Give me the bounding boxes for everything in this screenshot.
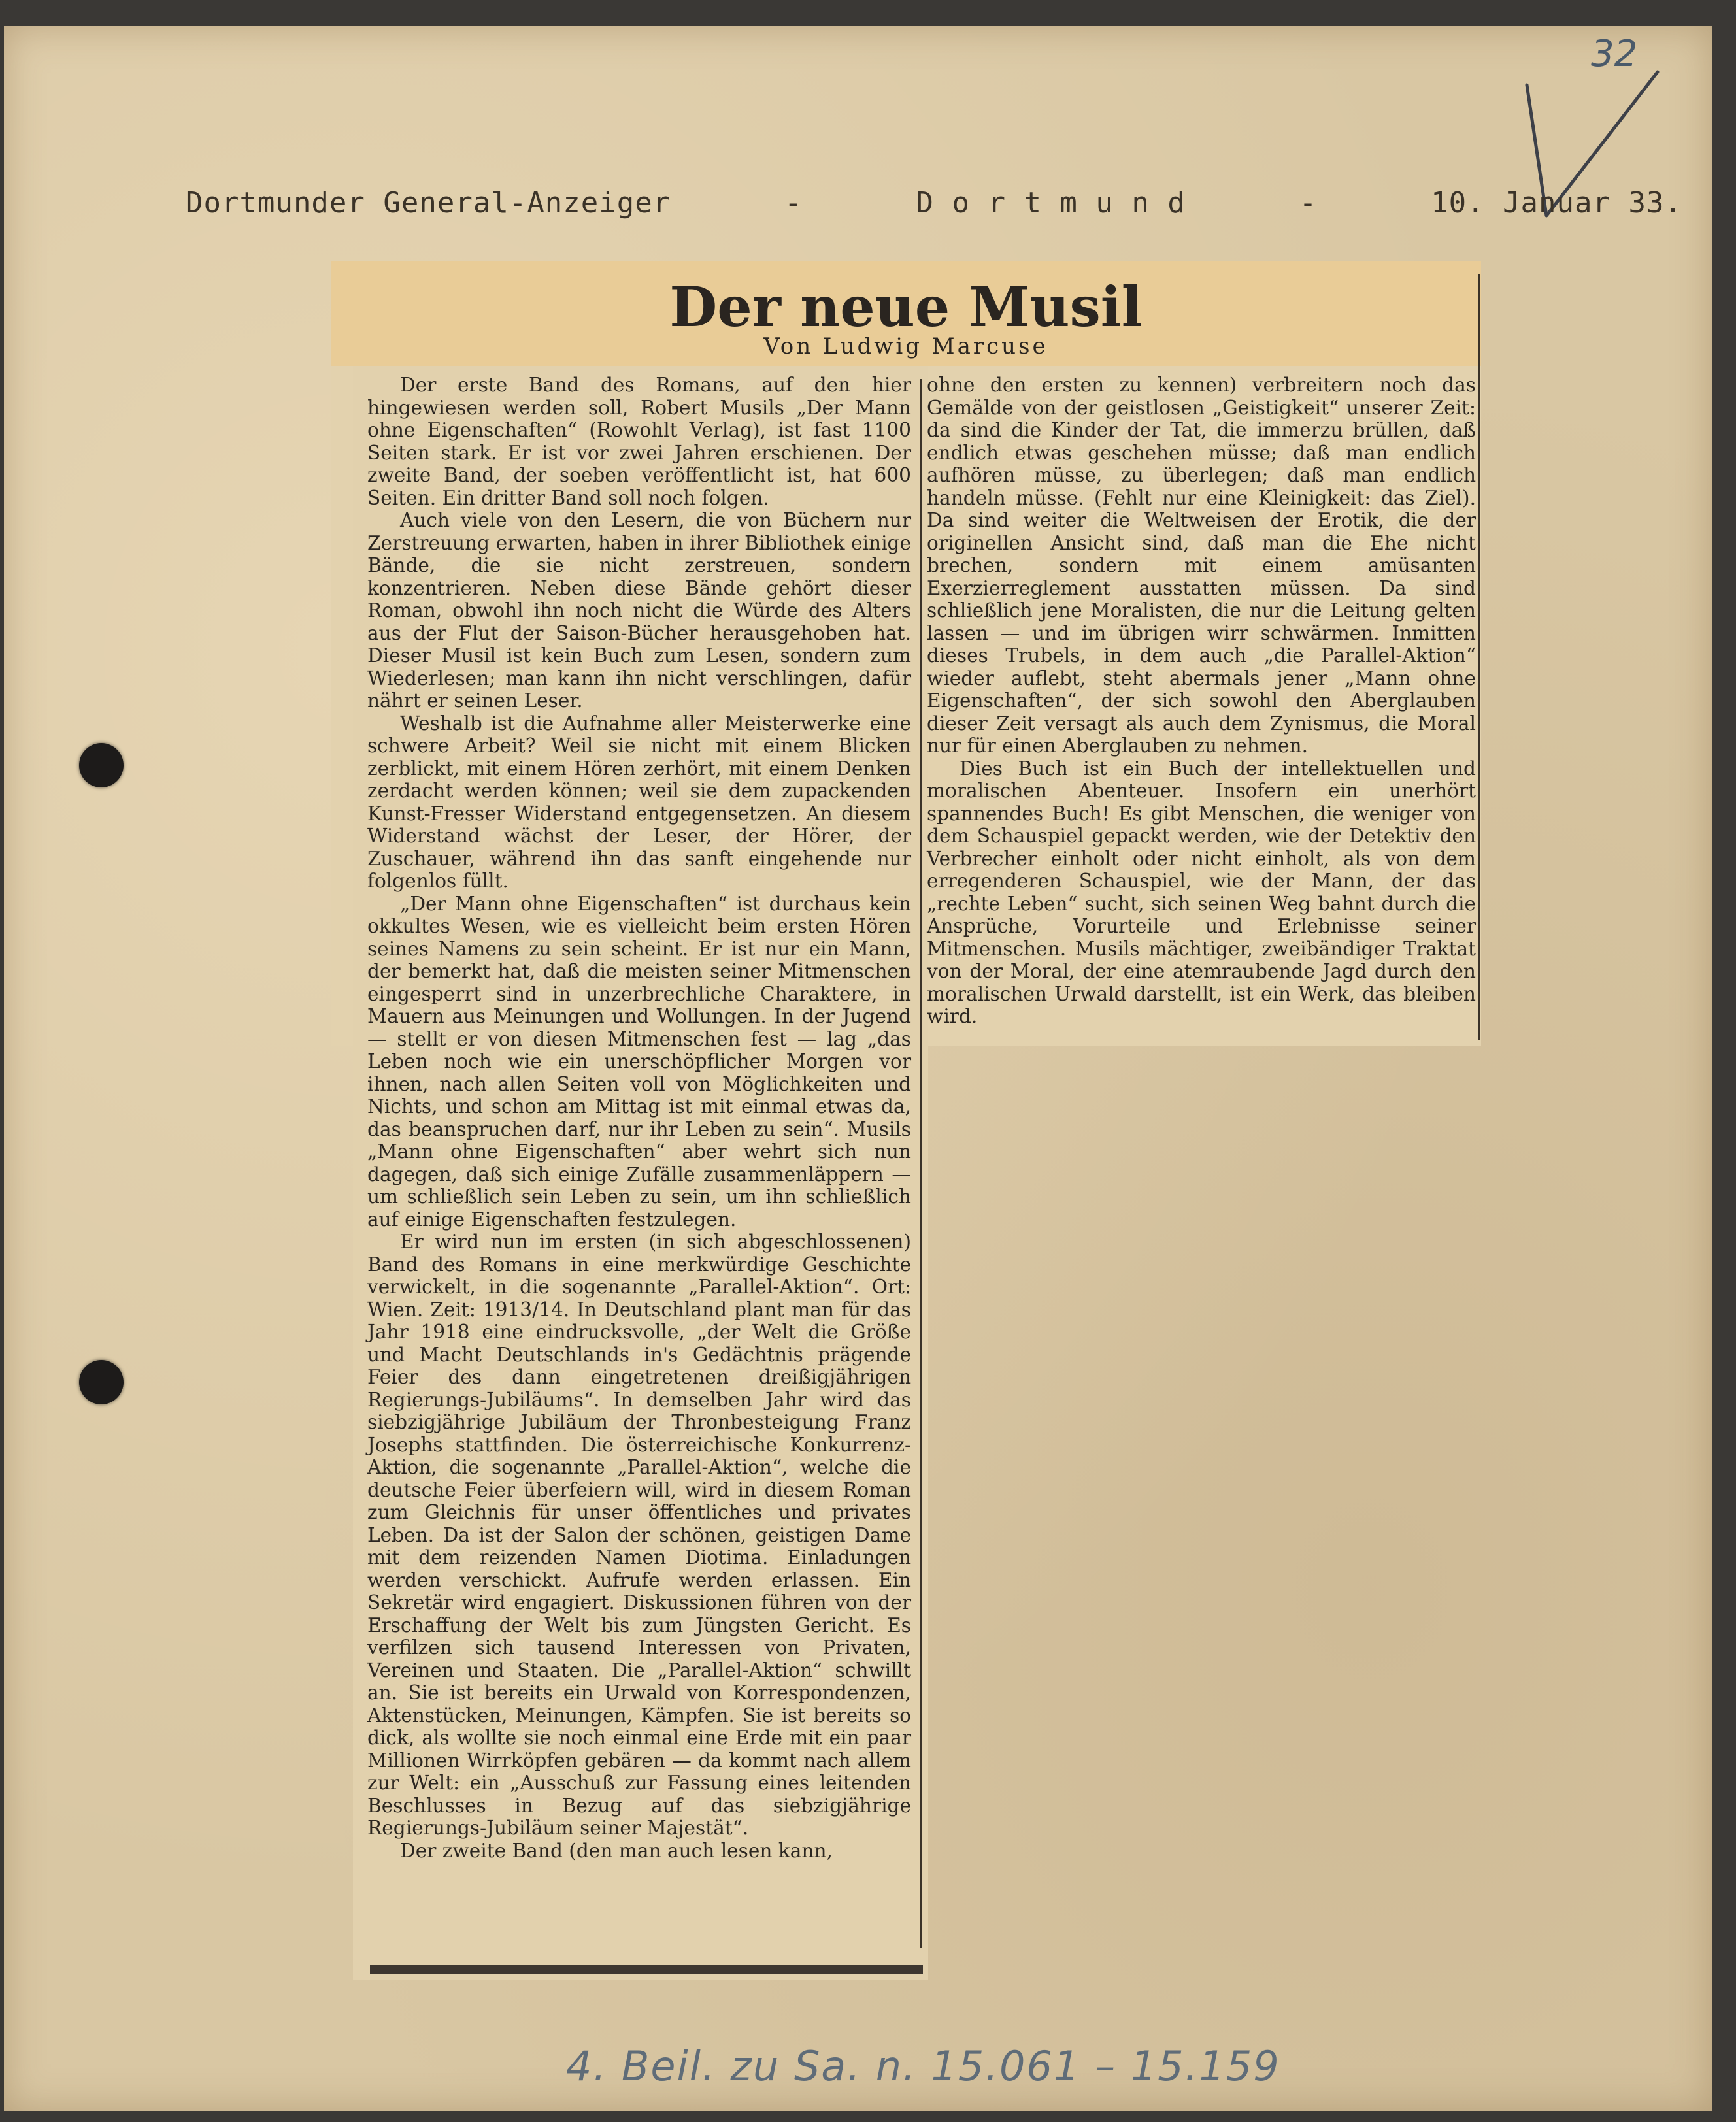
dateline: [186, 186, 1682, 220]
paragraph: Der erste Band des Romans, auf den hier hingewiesen werden soll, Robert Musils „Der Mann ohne Eigenschaften“ (Rowohlt Verlag), ist fast 1100 Seiten stark. Er ist vor zwei Jahren erschienen. Der zweite Band, der soeben veröffentlicht ist, hat 600 Seiten. Ein dritter Band soll noch folgen.: [367, 374, 911, 509]
punch-hole-top: [79, 743, 124, 787]
punch-hole-bottom: [79, 1360, 124, 1404]
clipping-bottom-rule: [370, 1965, 923, 1974]
newspaper-name: Dortmunder General-Anzeiger: [186, 186, 671, 220]
paragraph: Er wird nun im ersten (in sich abgeschlossenen) Band des Romans in eine merkwürdige Geschichte verwickelt, in die sogenannte „Parallel-Aktion“. Ort: Wien. Zeit: 1913/14. In Deutschland plant man für das Jahr 1918 eine eindrucksvolle, „der Welt die Größe und Macht Deutschlands in's Gedächtnis prägende Feier des dann eingetretenen dreißigjährigen Regierungs-Jubiläums“. In demselben Jahr wird das siebzigjährige Jubiläum der Thronbesteigung Franz Josephs stattfinden. Die österreichische Konkurrenz-Aktion, die sogenannte „Parallel-Aktion“, welche die deutsche Feier überfeiern will, wird in diesem Roman zum Gleichnis für unser öffentliches und privates Leben. Da ist der Salon der schönen, geistigen Dame mit dem reizenden Namen Diotima. Einladungen werden verschickt. Aufrufe werden erlassen. Ein Sekretär wird engagiert. Diskussionen führen von der Erschaffung der Welt bis zum Jüngsten Gericht. Es verfilzen sich tausend Interessen von Privaten, Vereinen und Staaten. Die „Parallel-Aktion“ schwillt an. Sie ist bereits ein Urwald von Korrespondenzen, Aktenstücken, Meinungen, Kämpfen. Sie ist bereits so dick, als wollte sie noch einmal eine Erde mit ein paar Millionen Wirrköpfen gebären — da kommt nach allem zur Welt: ein „Ausschuß zur Fassung eines leitenden Beschlusses in Bezug auf das siebzigjährige Regierungs-Jubiläum seiner Majestät“.: [367, 1231, 911, 1839]
paragraph: ohne den ersten zu kennen) verbreitern noch das Gemälde von der geistlosen „Geistigkeit“ unserer Zeit: da sind die Kinder der Tat, die immerzu brüllen, daß endlich etwas geschehen müsse; daß man endlich aufhören müsse, zu überlegen; daß man endlich handeln müsse. (Fehlt nur eine Kleinigkeit: das Ziel). Da sind weiter die Weltweisen der Erotik, die der originellen Ansicht sind, daß man die Ehe nicht brechen, sondern mit einem amüsanten Exerzierreglement ausstatten müssen. Da sind schließlich jene Moralisten, die nur die Leitung gelten lassen — und im übrigen wirr schwärmen. Inmitten dieses Trubels, in dem auch „die Parallel-Aktion“ wieder auflebt, steht abermals jener „Mann ohne Eigenschaften“, der sich sowohl den Aberglauben dieser Zeit versagt als auch dem Zynismus, die Moral nur für einen Aberglauben zu nehmen.: [927, 374, 1476, 757]
article-column-2: [927, 374, 1476, 1028]
dateline-separator: -: [784, 186, 803, 220]
column-rule: [920, 379, 922, 1948]
article-title: Der neue Musil: [669, 274, 1143, 339]
page-number: 32: [1591, 33, 1638, 75]
publication-date: 10. Januar 33.: [1431, 186, 1682, 220]
handwritten-archive-note: 4. Beil. zu Sa. n. 15.061 – 15.159: [566, 2042, 1280, 2090]
article-byline: Von Ludwig Marcuse: [763, 333, 1048, 359]
paragraph: Der zweite Band (den man auch lesen kann,: [400, 1839, 833, 1862]
article-column-1: [367, 374, 911, 1862]
paragraph: Auch viele von den Lesern, die von Büchern nur Zerstreuung erwarten, haben in ihrer Bibliothek einige Bände, die sie nicht zerstreuen, sondern konzentrieren. Neben diese Bände gehört dieser Roman, obwohl ihn noch nicht die Würde des Alters aus der Flut der Saison-Bücher herausgehoben hat. Dieser Musil ist kein Buch zum Lesen, sondern zum Wiederlesen; man kann ihn nicht verschlingen, dafür nährt er seinen Leser.: [367, 509, 911, 712]
city-name: D o r t m u n d: [916, 186, 1186, 220]
paragraph: Dies Buch ist ein Buch der intellektuellen und moralischen Abenteuer. Insofern ein unerhört spannendes Buch! Es gibt Menschen, die weniger von dem Schauspiel gepackt werden, wie der Detektiv den Verbrecher einholt oder nicht einholt, als von dem erregenderen Schauspiel, wie der Mann, der das „rechte Leben“ sucht, sich seinen Weg bahnt durch die Ansprüche, Vorurteile und Erlebnisse seiner Mitmenschen. Musils mächtiger, zweibändiger Traktat von der Moral, der eine atemraubende Jagd durch den moralischen Urwald darstellt, ist ein Werk, das bleiben wird.: [927, 757, 1476, 1027]
clipping-right-rule: [1478, 274, 1480, 1040]
dateline-separator: -: [1299, 186, 1318, 220]
paragraph: „Der Mann ohne Eigenschaften“ ist durchaus kein okkultes Wesen, wie es vielleicht beim ersten Hören seines Namens zu sein scheint. Er ist nur ein Mann, der bemerkt hat, daß die meisten seiner Mitmenschen eingesperrt sind in unzerbrechliche Charaktere, in Mauern aus Meinungen und Wollungen. In der Jugend — stellt er von diesen Mitmenschen fest — lag „das Leben noch wie ein unerschöpflicher Morgen vor ihnen, nach allen Seiten voll von Möglichkeiten und Nichts, und schon am Mittag ist mit einmal etwas da, das beanspruchen darf, nur ihr Leben zu sein“. Musils „Mann ohne Eigenschaften“ aber wehrt sich nun dagegen, daß sich einige Zufälle zusammenläppern — um schließlich sein Leben zu sein, um ihn schließlich auf einige Eigenschaften festzulegen.: [367, 892, 911, 1231]
paragraph: Weshalb ist die Aufnahme aller Meisterwerke eine schwere Arbeit? Weil sie nicht mit einem Blicken zerblickt, mit einem Hören zerhört, mit einem Denken zerdacht werden können; weil sie dem zupackenden Kunst-Fresser Widerstand entgegensetzen. An diesem Widerstand wächst der Leser, der Hörer, der Zuschauer, während ihn das sanft eingehende nur folgenlos füllt.: [367, 712, 911, 892]
